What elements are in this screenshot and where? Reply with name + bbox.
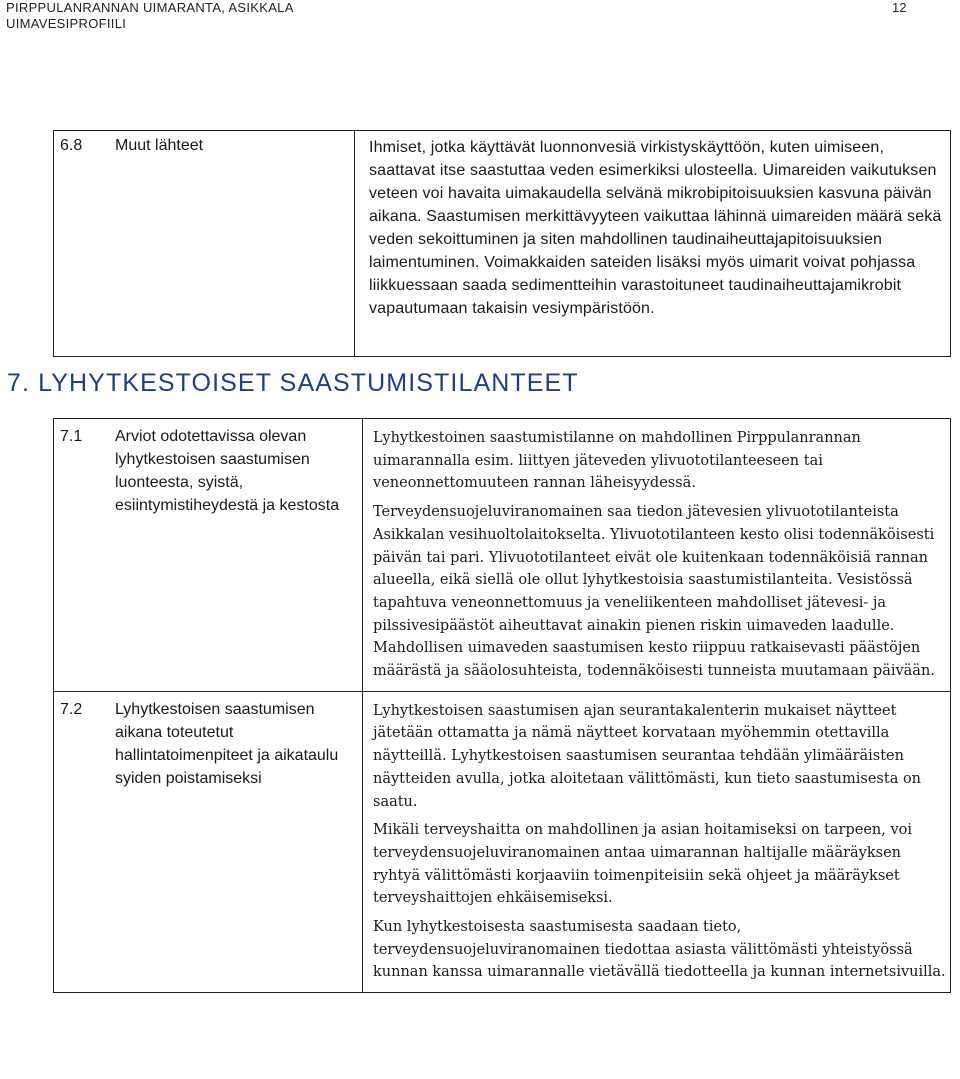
section-label: Arviot odotettavissa olevan lyhytkestoisen saastumisen luonteesta, syistä, esiintymistiheydestä ja kestosta [115,428,340,514]
section-heading: 7. LYHYTKESTOISET SAASTUMISTILANTEET [7,369,579,397]
page-header [6,0,294,32]
section-number: 7.2 [60,700,83,718]
section-label-cell [54,691,363,992]
table-row [54,419,951,692]
paragraph: Lyhytkestoinen saastumistilanne on mahdollinen Pirppulanrannan uimarannalla esim. liittyen jäteveden ylivuototilanteeseen tai veneonnettomuuteen rannan läheisyydessä. [373,430,861,492]
section-label-cell [54,131,355,357]
section-number: 7.1 [60,428,83,445]
header-subtitle: UIMAVESIPROFIILI [6,16,127,31]
paragraph: Kun lyhytkestoisesta saastumisesta saadaan tieto, terveydensuojeluviranomainen tiedottaa asiasta välittömästi yhteistyössä kunnan kanssa uimarannalle vietävällä tiedotteella ja kunnan internetsivuilla. [373,919,946,981]
table-section-6-8 [53,130,951,357]
page-number: 12 [892,0,907,15]
paragraph: Terveydensuojeluviranomainen saa tiedon jätevesien ylivuototilanteista Asikkalan vesihuoltolaitokselta. Ylivuototilanteen kesto olisi todennäköisesti päivän tai pari. Ylivuototilanteet eivät ole kuitenkaan todennäköisiä rannan alueella, eikä siellä ole ollut lyhytkestoisia saastumistilanteita. Vesistössä tapahtuva veneonnettomuus ja veneliikenteen mahdolliset jätevesi- ja pilssivesipäästöt aiheuttavat ainakin pienen riskin uimaveden laadulle. Mahdollisen uimaveden saastumisen kesto riippuu ratkaisevasti päästöjen määrästä ja sääolosuhteista, todennäköisesti tunneista muutamaan päivään. [373,504,935,680]
header-title: PIRPPULANRANNAN UIMARANTA, ASIKKALA [6,0,294,15]
section-label: Muut lähteet [115,137,204,154]
paragraph: Lyhytkestoisen saastumisen ajan seurantakalenterin mukaiset näytteet jätetään ottamatta ja nämä näytteet korvataan myöhemmin otettavilla näytteillä. Lyhytkestoisen saastumisen seurantaa tehdään ylimääräisten näytteiden avulla, jotka aloitetaan välittömästi, kun tieto saastumisesta on saatu. [373,702,922,810]
section-label: Lyhytkestoisen saastumisen aikana toteutetut hallintatoimenpiteet ja aikataulu syiden poistamiseksi [115,700,339,787]
table-row [54,691,951,992]
section-number: 6.8 [60,137,83,154]
paragraph: Mikäli terveyshaitta on mahdollinen ja asian hoitamiseksi on tarpeen, voi terveydensuojeluviranomainen antaa uimarannan haltijalle määräyksen ryhtyä välittömästi korjaaviin toimenpiteisiin sekä ohjeet ja määräykset terveyshaittojen ehkäisemiseksi. [373,822,913,907]
table-section-7 [53,418,951,993]
section-text-cell [363,419,951,692]
table-row [54,131,951,357]
section-text: Ihmiset, jotka käyttävät luonnonvesiä virkistyskäyttöön, kuten uimiseen, saattavat itse saastuttaa veden esimerkiksi ulosteella. Uimareiden vaikutuksen veteen voi havaita uimakaudella selvänä mikrobipitoisuuksien kasvuna päivän aikana. Saastumisen merkittävyyteen vaikuttaa lähinnä uimareiden määrä sekä veden sekoittuminen ja siten mahdollinen taudinaiheuttajapitoisuuksien laimentuminen. Voimakkaiden sateiden lisäksi myös uimarit voivat pohjassa liikkuessaan saada sedimentteihin varastoituneet taudinaiheuttajamikrobit vapautumaan takaisin vesiympäristöön. [369,139,942,317]
section-label-cell [54,419,363,692]
section-text-cell [363,691,951,992]
section-text-cell [355,131,951,357]
